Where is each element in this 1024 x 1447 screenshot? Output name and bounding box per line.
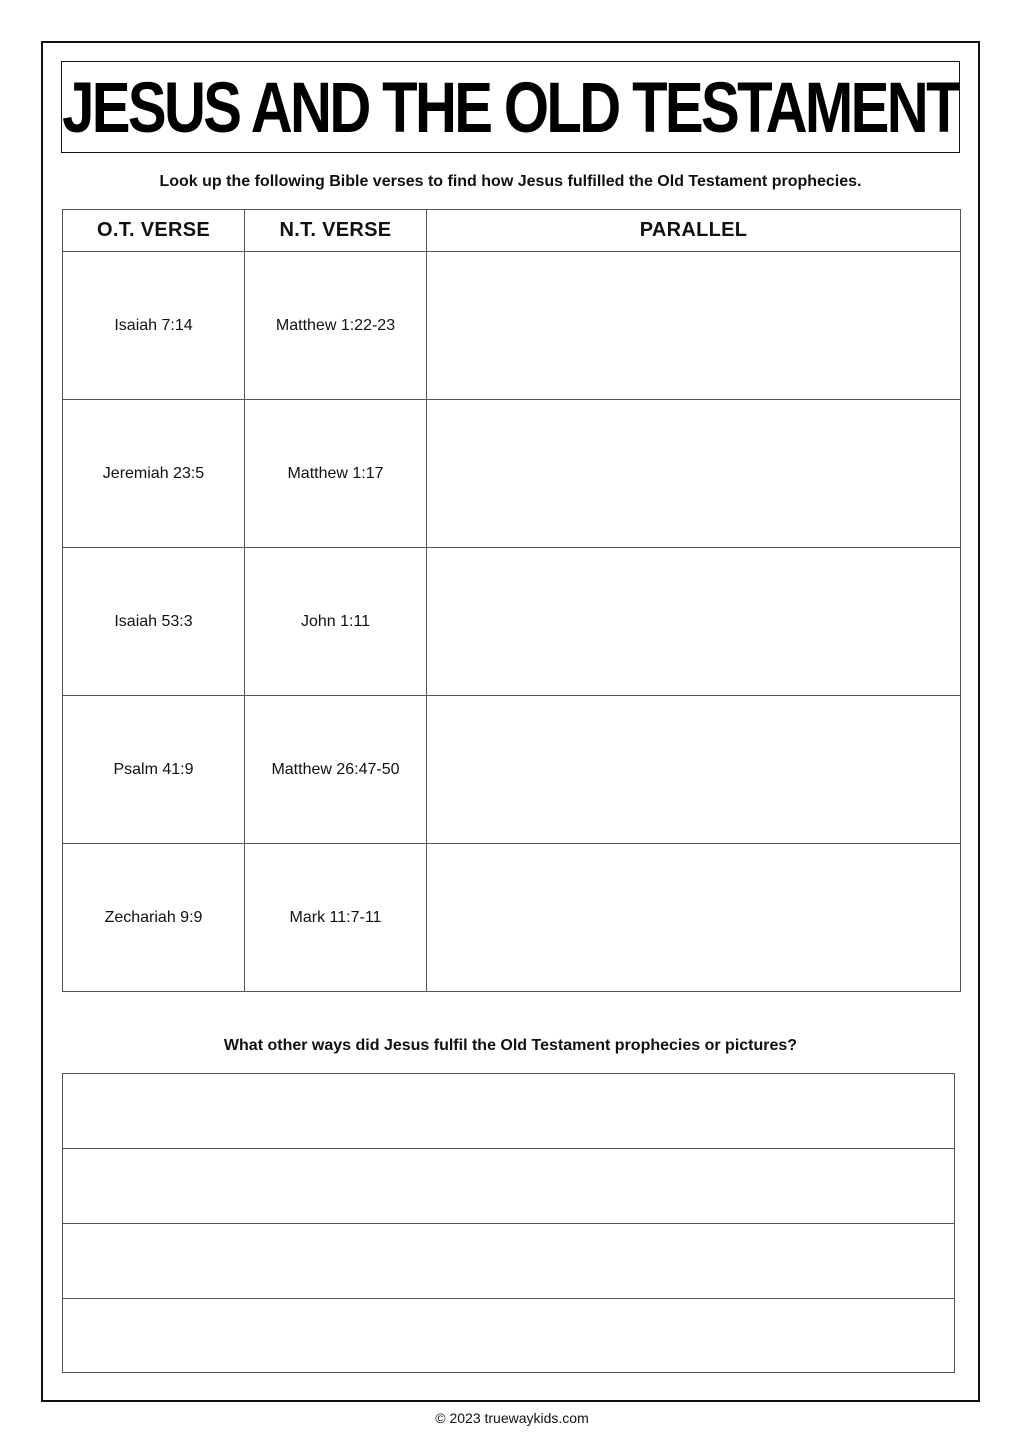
table-row	[63, 696, 961, 844]
answer-line[interactable]	[63, 1149, 954, 1224]
nt-verse-cell: Mark 11:7-11	[245, 844, 427, 992]
parallel-cell[interactable]	[427, 696, 961, 844]
table-row	[63, 252, 961, 400]
verses-table	[62, 209, 961, 992]
parallel-cell[interactable]	[427, 548, 961, 696]
question-text: What other ways did Jesus fulfil the Old Testament prophecies or pictures?	[223, 1037, 798, 1054]
table-header-row	[63, 210, 961, 252]
answer-line[interactable]	[63, 1074, 954, 1149]
parallel-cell[interactable]	[427, 400, 961, 548]
answer-line[interactable]	[63, 1299, 954, 1374]
copyright-footer: © 2023 truewaykids.com	[435, 1410, 589, 1426]
parallel-cell[interactable]	[427, 844, 961, 992]
ot-verse-cell: Zechariah 9:9	[63, 844, 245, 992]
header-nt-verse: N.T. VERSE	[245, 210, 427, 252]
ot-verse-cell: Isaiah 7:14	[63, 252, 245, 400]
instruction-text: Look up the following Bible verses to find how Jesus fulfilled the Old Testament prophecies.	[159, 173, 862, 190]
nt-verse-cell: Matthew 1:17	[245, 400, 427, 548]
parallel-cell[interactable]	[427, 252, 961, 400]
title-box	[61, 61, 960, 153]
answer-box	[62, 1073, 955, 1373]
table-row	[63, 844, 961, 992]
ot-verse-cell: Jeremiah 23:5	[63, 400, 245, 548]
nt-verse-cell: Matthew 26:47-50	[245, 696, 427, 844]
nt-verse-cell: John 1:11	[245, 548, 427, 696]
nt-verse-cell: Matthew 1:22-23	[245, 252, 427, 400]
table-row	[63, 548, 961, 696]
page-title: JESUS AND THE OLD TESTAMENT	[62, 67, 959, 147]
header-parallel: PARALLEL	[427, 210, 961, 252]
header-ot-verse: O.T. VERSE	[63, 210, 245, 252]
ot-verse-cell: Isaiah 53:3	[63, 548, 245, 696]
table-row	[63, 400, 961, 548]
answer-line[interactable]	[63, 1224, 954, 1299]
ot-verse-cell: Psalm 41:9	[63, 696, 245, 844]
